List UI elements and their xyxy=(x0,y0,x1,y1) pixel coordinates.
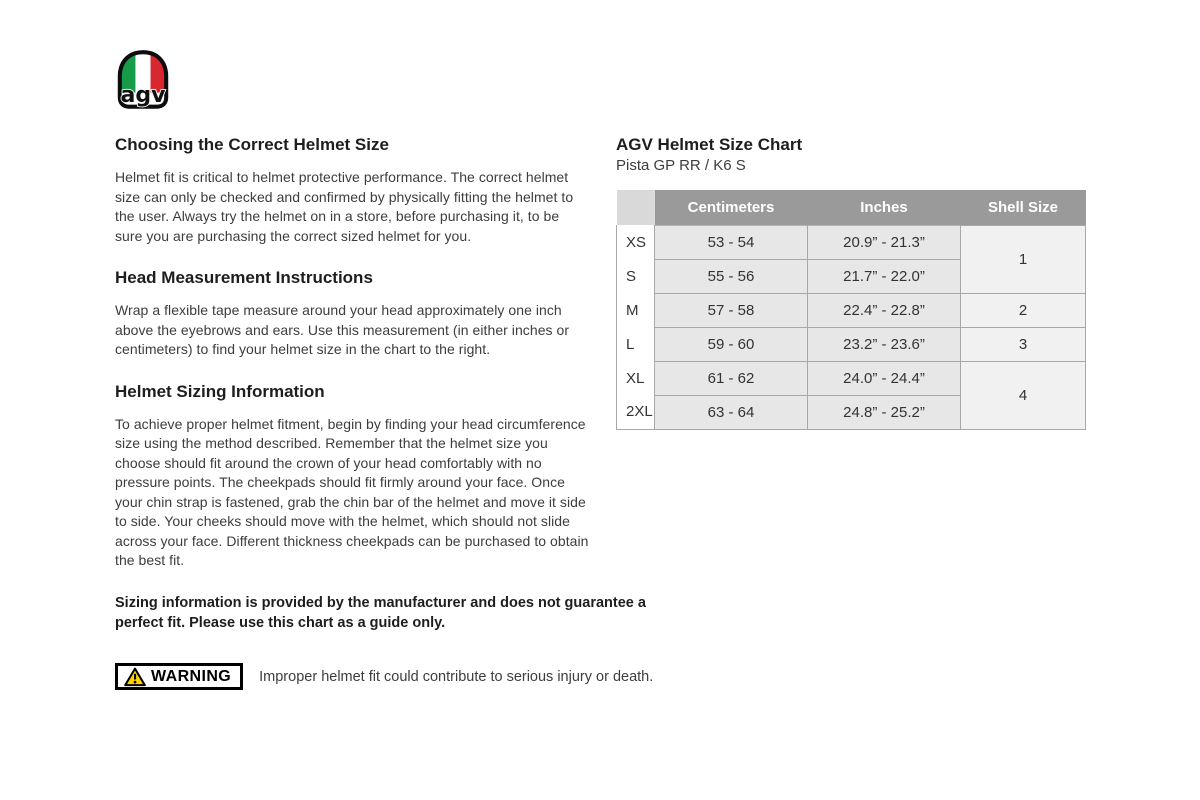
shell-size-value: 4 xyxy=(961,361,1086,429)
size-label: M xyxy=(617,293,655,327)
inches-value: 23.2” - 23.6” xyxy=(808,327,961,361)
size-label: XS xyxy=(617,225,655,259)
table-header xyxy=(617,190,1086,225)
cm-value: 63 - 64 xyxy=(655,395,808,429)
manufacturer-disclaimer: Sizing information is provided by the manufacturer and does not guarantee a perfect fit. Please use this chart as a guide only. xyxy=(115,595,646,631)
section-heading: Head Measurement Instructions xyxy=(115,268,373,287)
helmet-size-table xyxy=(616,190,1086,430)
size-label: XL xyxy=(617,361,655,395)
size-chart-header xyxy=(616,135,1085,176)
table-row xyxy=(617,225,1086,259)
size-label: S xyxy=(617,259,655,293)
svg-text:agv: agv xyxy=(120,83,166,109)
shell-size-value: 1 xyxy=(961,225,1086,293)
inches-value: 21.7” - 22.0” xyxy=(808,259,961,293)
table-row xyxy=(617,327,1086,361)
section-body: Helmet fit is critical to helmet protective performance. The correct helmet size can only be checked and confirmed by physically fitting the helmet to the user. Always try the helmet on in a store, before purchasing it, to be sure you are purchasing the correct sized helmet for you. xyxy=(115,169,574,244)
size-label: 2XL xyxy=(617,395,655,429)
section-body: To achieve proper helmet fitment, begin by finding your head circumference size using the method described. Remember that the helmet size you choose should fit around the crown of your head comfortably with no pressure points. The cheekpads should fit firmly around your face. Once your chin strap is fastened, grab the chin bar of the helmet and move it side to side. Your cheeks should move with the helmet, which should not slide across your face. Different thickness cheekpads can be purchased to obtain the best fit. xyxy=(115,415,589,568)
section-heading: Choosing the Correct Helmet Size xyxy=(115,135,389,154)
warning-label: WARNING xyxy=(151,667,232,685)
cm-value: 55 - 56 xyxy=(655,259,808,293)
cm-value: 61 - 62 xyxy=(655,361,808,395)
inches-value: 24.0” - 24.4” xyxy=(808,361,961,395)
col-header-inches: Inches xyxy=(808,190,961,225)
size-chart-title: AGV Helmet Size Chart xyxy=(616,135,803,154)
table-row xyxy=(617,293,1086,327)
table-row xyxy=(617,361,1086,395)
section-body: Wrap a flexible tape measure around your head approximately one inch above the eyebrows and ears. Use this measurement (in either inches or centimeters) to find your helmet size in the chart to the right. xyxy=(115,302,570,357)
inches-value: 20.9” - 21.3” xyxy=(808,225,961,259)
agv-logo xyxy=(114,49,172,111)
cm-value: 59 - 60 xyxy=(655,327,808,361)
shell-size-value: 2 xyxy=(961,293,1086,327)
inches-value: 24.8” - 25.2” xyxy=(808,395,961,429)
agv-helmet-logo-icon xyxy=(114,49,172,111)
instructions-column xyxy=(115,134,589,592)
col-header-shell-size: Shell Size xyxy=(961,190,1086,225)
inches-value: 22.4” - 22.8” xyxy=(808,293,961,327)
section-choosing-size xyxy=(115,134,589,246)
corner-cell xyxy=(617,190,655,225)
section-heading: Helmet Sizing Information xyxy=(115,381,325,401)
size-label: L xyxy=(617,327,655,361)
warning-triangle-icon xyxy=(124,667,146,687)
warning-text: Improper helmet fit could contribute to serious injury or death. xyxy=(259,668,654,685)
section-head-measurement xyxy=(115,267,589,360)
col-header-centimeters: Centimeters xyxy=(655,190,808,225)
warning-box xyxy=(115,663,243,690)
warning-row xyxy=(115,663,653,690)
cm-value: 53 - 54 xyxy=(655,225,808,259)
cm-value: 57 - 58 xyxy=(655,293,808,327)
size-chart-model: Pista GP RR / K6 S xyxy=(616,157,746,174)
shell-size-value: 3 xyxy=(961,327,1086,361)
section-sizing-information xyxy=(115,381,589,571)
